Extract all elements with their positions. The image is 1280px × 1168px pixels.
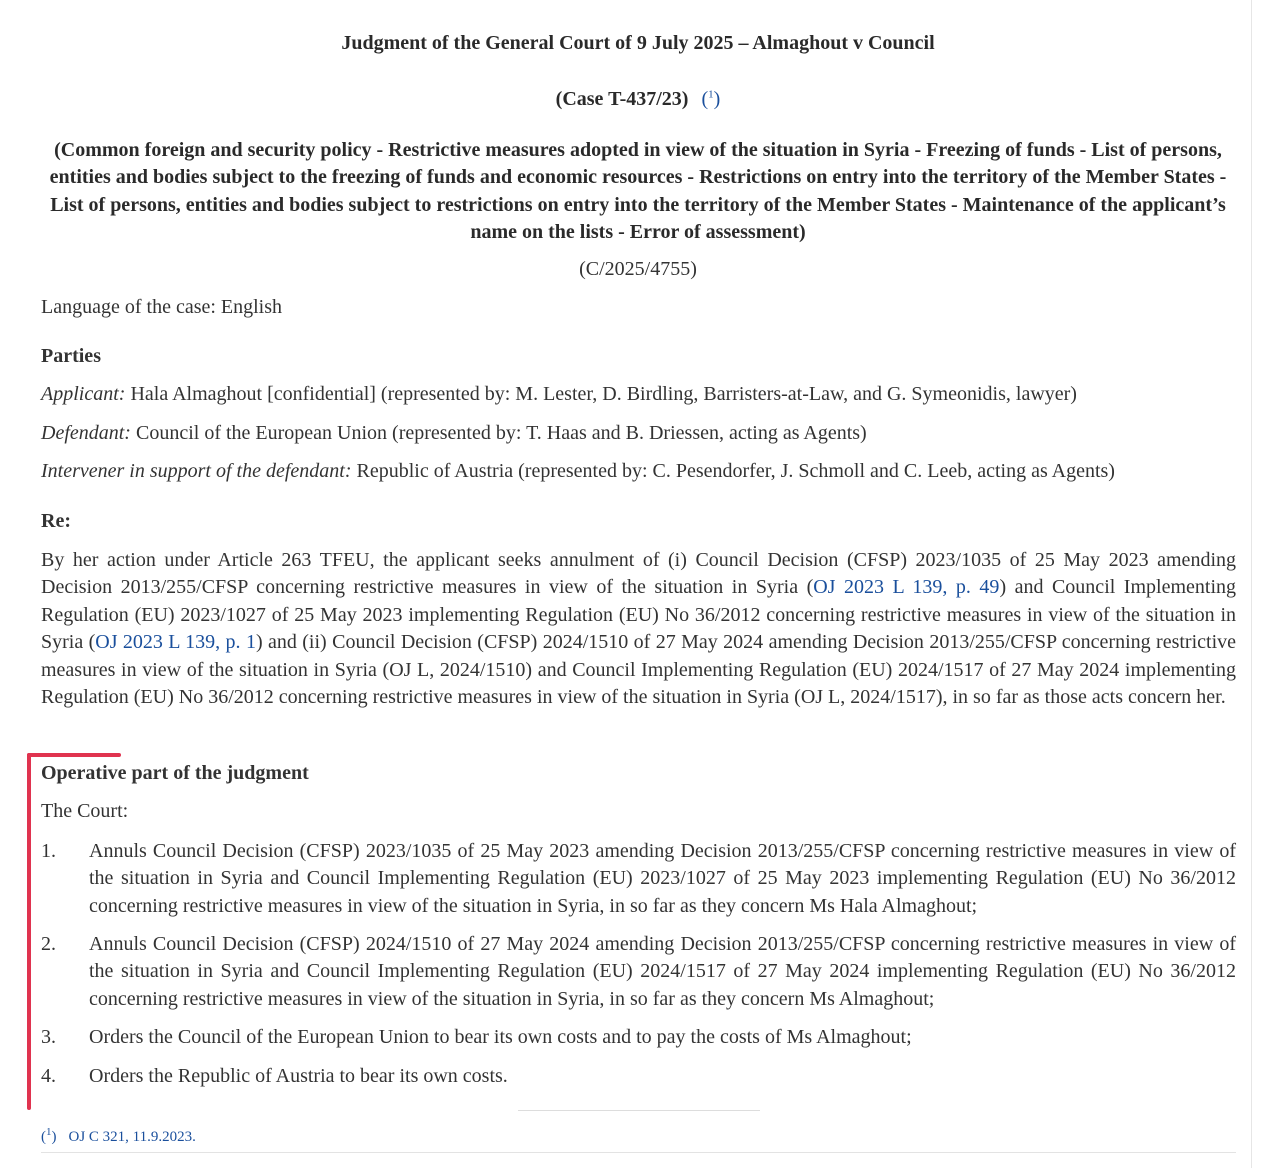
oj-link-l139-p1[interactable]: OJ 2023 L 139, p. 1	[95, 631, 256, 654]
footnote-reference-link[interactable]: ($^1$)	[701, 88, 721, 110]
the-court-label: The Court:	[41, 800, 129, 822]
party-role-applicant: Applicant:	[41, 383, 126, 405]
footnote	[41, 1126, 196, 1146]
operative-item-text: Annuls Council Decision (CFSP) 2024/1510 of 27 May 2024 amending Decision 2013/255/CFSP concerning restrictive measures in view of the situation in Syria and Council Implementing Regulation (EU) 2024/1517 of 27 May 2024 implementing Regulation (EU) No 36/2012 concerning restrictive measures in view of the situation in Syria, in so far as they concern Ms Almaghout;	[89, 933, 1236, 1010]
operative-item	[41, 838, 1236, 920]
footnote-text: OJ C 321, 11.9.2023.	[68, 1129, 196, 1145]
footnote-backlink[interactable]: ($^1$)	[41, 1126, 57, 1145]
operative-item-text: Orders the Council of the European Union to bear its own costs and to pay the costs of Ms Almaghout;	[89, 1026, 912, 1048]
page-title: Judgment of the General Court of 9 July 2025 – Almaghout v Council	[341, 32, 935, 54]
operative-item-text: Annuls Council Decision (CFSP) 2023/1035 of 25 May 2023 amending Decision 2013/255/CFSP concerning restrictive measures in view of the situation in Syria and Council Implementing Regulation (EU) 2023/1027 of 25 May 2023 implementing Regulation (EU) No 36/2012 concerning restrictive measures in view of the situation in Syria, in so far as they concern Ms Hala Almaghout;	[89, 840, 1236, 917]
party-role-defendant: Defendant:	[41, 422, 131, 444]
oj-link-l139-p49[interactable]: OJ 2023 L 139, p. 49	[813, 576, 1000, 599]
parties-heading: Parties	[41, 345, 101, 367]
operative-item-number: 1.	[41, 840, 56, 862]
re-paragraph: By her action under Article 263 TFEU, the applicant seeks annulment of (i) Council Decision (CFSP) 2023/1035 of 25 May 2023 amending Decision 2013/255/CFSP concerning restrictive measures in view of the situation in Syria (OJ 2023 L 139, p. 49) and Council Implementing Regulation (EU) 2023/1027 of 25 May 2023 implementing Regulation (EU) No 36/2012 concerning restrictive measures in view of the situation in Syria (OJ 2023 L 139, p. 1) and (ii) Council Decision (CFSP) 2024/1510 of 27 May 2024 amending Decision 2013/255/CFSP concerning restrictive measures in view of the situation in Syria (OJ L, 2024/1510) and Council Implementing Regulation (EU) 2024/1517 of 27 May 2024 implementing Regulation (EU) No 36/2012 concerning restrictive measures in view of the situation in Syria (OJ L, 2024/1517), in so far as those acts concern her.	[41, 549, 1236, 709]
party-text-applicant: Hala Almaghout [confidential] (represented by: M. Lester, D. Birdling, Barristers-at-Law, and G. Symeonidis, lawyer)	[125, 383, 1077, 405]
operative-item-text: Orders the Republic of Austria to bear its own costs.	[89, 1065, 508, 1087]
party-intervener	[41, 460, 1115, 483]
operative-item-number: 2.	[41, 933, 56, 955]
case-number: (Case T-437/23)	[555, 88, 689, 110]
party-applicant	[41, 383, 1077, 406]
operative-item	[41, 1063, 1236, 1090]
operative-item	[41, 931, 1236, 1013]
party-text-defendant: Council of the European Union (represented by: T. Haas and B. Driessen, acting as Agents)	[130, 422, 867, 444]
operative-part-heading: Operative part of the judgment	[41, 762, 309, 784]
party-role-intervener: Intervener in support of the defendant:	[41, 460, 352, 482]
party-text-intervener: Republic of Austria (represented by: C. Pesendorfer, J. Schmoll and C. Leeb, acting as Agents)	[351, 460, 1115, 482]
highlight-bracket-horizontal	[27, 753, 121, 757]
bottom-divider	[41, 1152, 1236, 1153]
party-defendant	[41, 422, 867, 445]
operative-item	[41, 1024, 1236, 1051]
highlight-bracket-vertical	[27, 753, 31, 1110]
operative-item-number: 4.	[41, 1065, 56, 1087]
case-number-line	[0, 88, 1276, 111]
celex-number: (C/2025/4755)	[579, 258, 697, 280]
footnote-separator	[518, 1110, 760, 1111]
operative-item-number: 3.	[41, 1026, 56, 1048]
re-heading: Re:	[41, 510, 71, 532]
language-of-case: Language of the case: English	[41, 296, 283, 318]
case-subject: (Common foreign and security policy - Restrictive measures adopted in view of the situation in Syria - Freezing of funds - List of persons, entities and bodies subject to the freezing of funds and economic resources - Restrictions on entry into the territory of the Member States - List of persons, entities and bodies subject to restrictions on entry into the territory of the Member States - Maintenance of the applicant’s name on the lists - Error of assessment)	[49, 139, 1227, 244]
